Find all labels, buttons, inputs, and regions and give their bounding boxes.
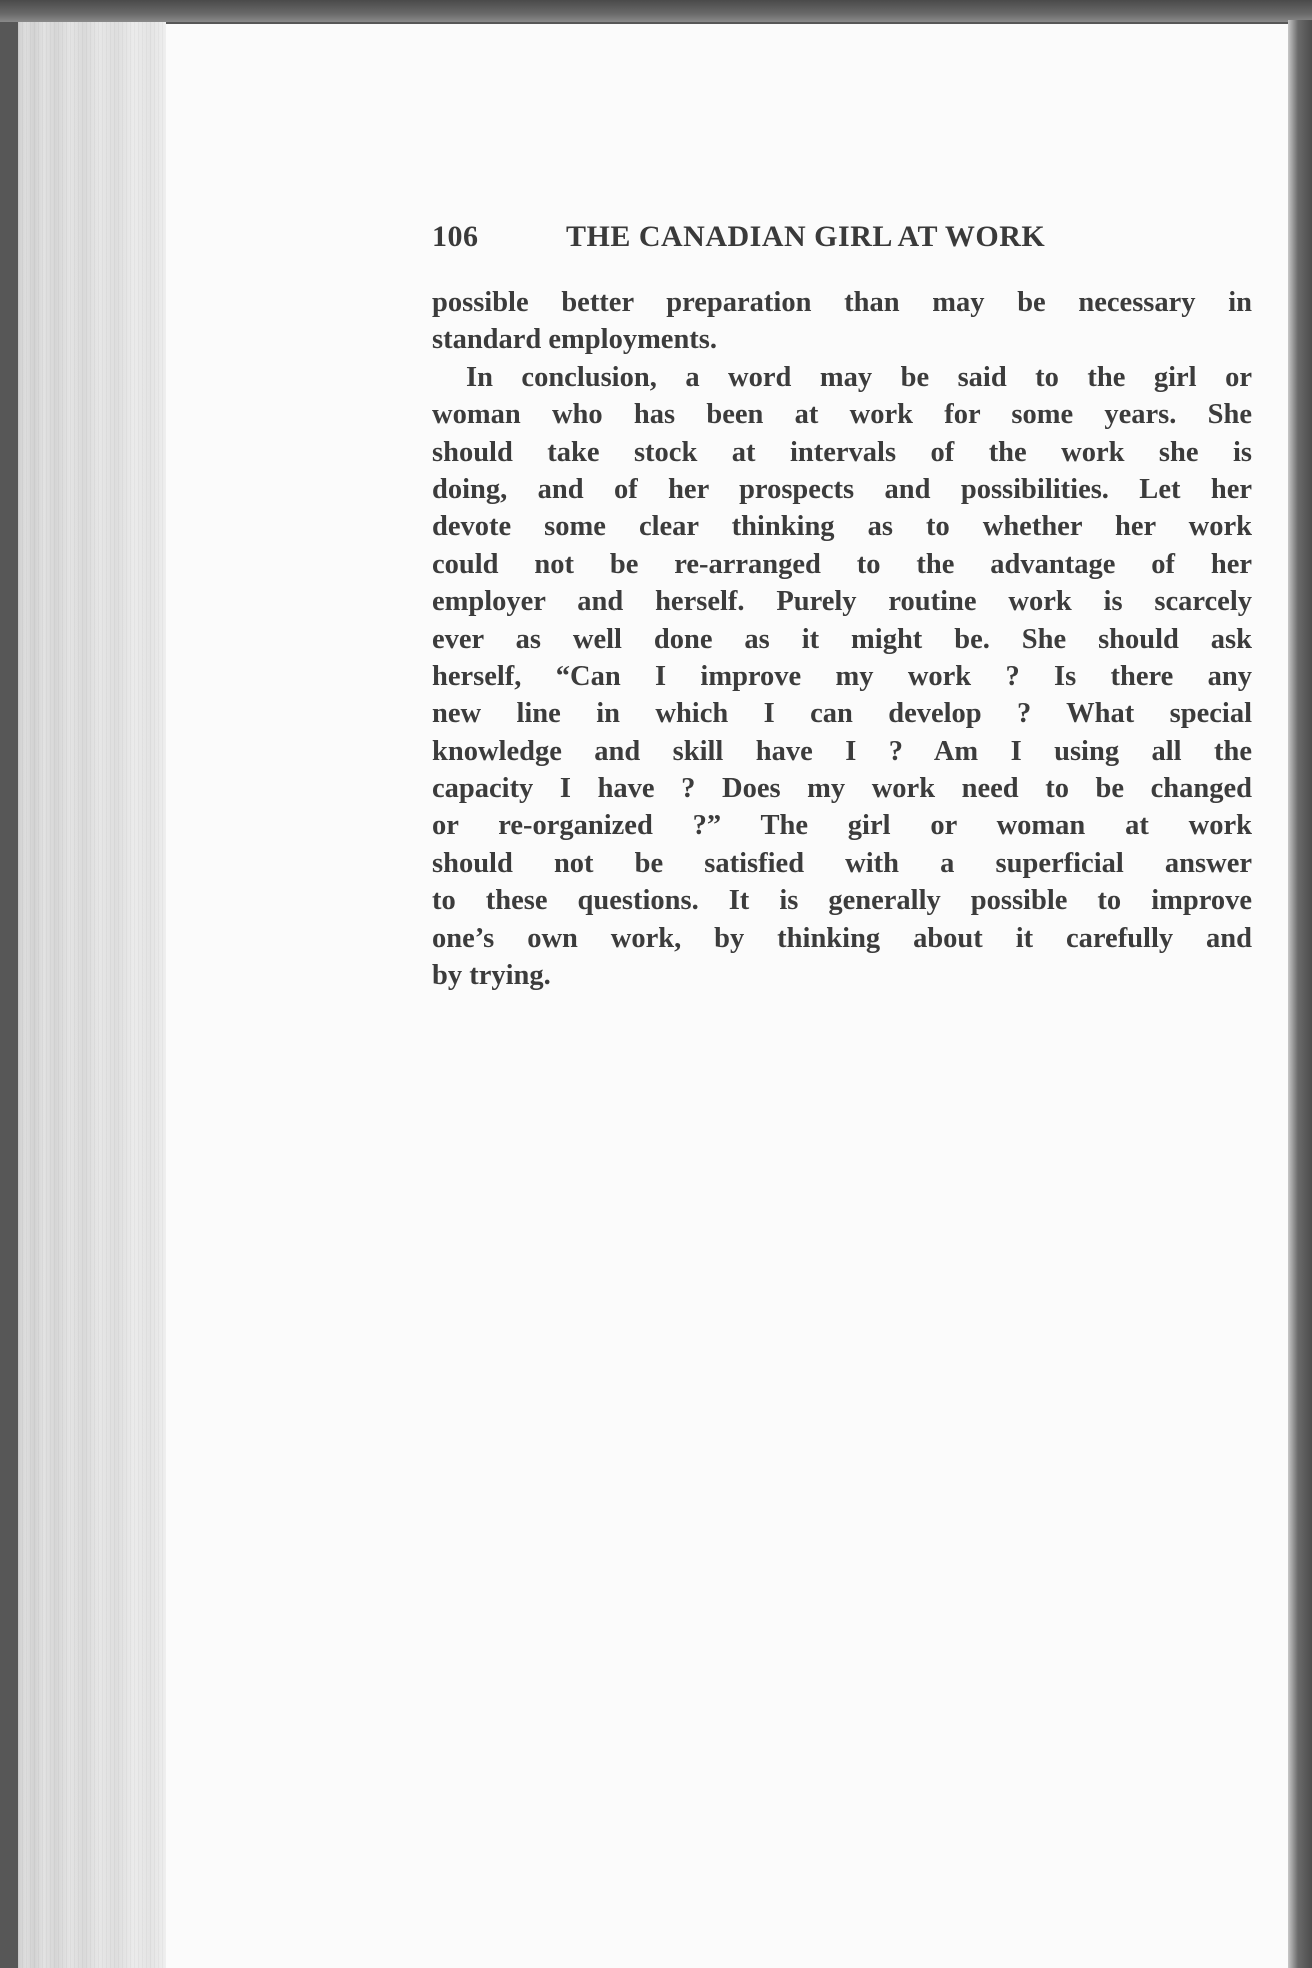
running-title: THE CANADIAN GIRL AT WORK [566, 220, 1046, 253]
text-line: new line in which I can develop ? What special [432, 698, 1252, 730]
text-line: one’s own work, by thinking about it carefully and [432, 922, 1252, 954]
text-line: doing, and of her prospects and possibilities. Let her [432, 473, 1252, 505]
page-number: 106 [432, 220, 479, 253]
text-line: employer and herself. Purely routine work is scarcely [432, 586, 1252, 618]
book-right-edge [1288, 20, 1312, 1968]
text-line: woman who has been at work for some years. She [432, 399, 1252, 431]
text-line: capacity I have ? Does my work need to be changed [432, 773, 1252, 805]
text-line: should not be satisfied with a superficial answer [432, 847, 1252, 879]
book-top-edge [0, 0, 1312, 22]
text-line: should take stock at intervals of the work she is [432, 436, 1252, 468]
text-line: herself, “Can I improve my work ? Is there any [432, 660, 1252, 692]
text-line: knowledge and skill have I ? Am I using all the [432, 735, 1252, 767]
text-line: possible better preparation than may be necessary in [432, 287, 1252, 318]
paragraph-first-line: In conclusion, a word may be said to the girl or [466, 361, 1252, 393]
page-edge-stack [18, 22, 166, 1968]
text-line: or re-organized ?” The girl or woman at work [432, 810, 1252, 842]
text-line: standard employments. [432, 324, 718, 356]
text-line: by trying. [432, 960, 551, 992]
text-line: could not be re-arranged to the advantage of her [432, 548, 1252, 580]
text-line: devote some clear thinking as to whether her work [432, 511, 1252, 543]
text-line: to these questions. It is generally possible to improve [432, 885, 1252, 917]
body-text [432, 284, 1252, 994]
text-line: ever as well done as it might be. She should ask [432, 623, 1252, 655]
running-head [432, 220, 1252, 264]
